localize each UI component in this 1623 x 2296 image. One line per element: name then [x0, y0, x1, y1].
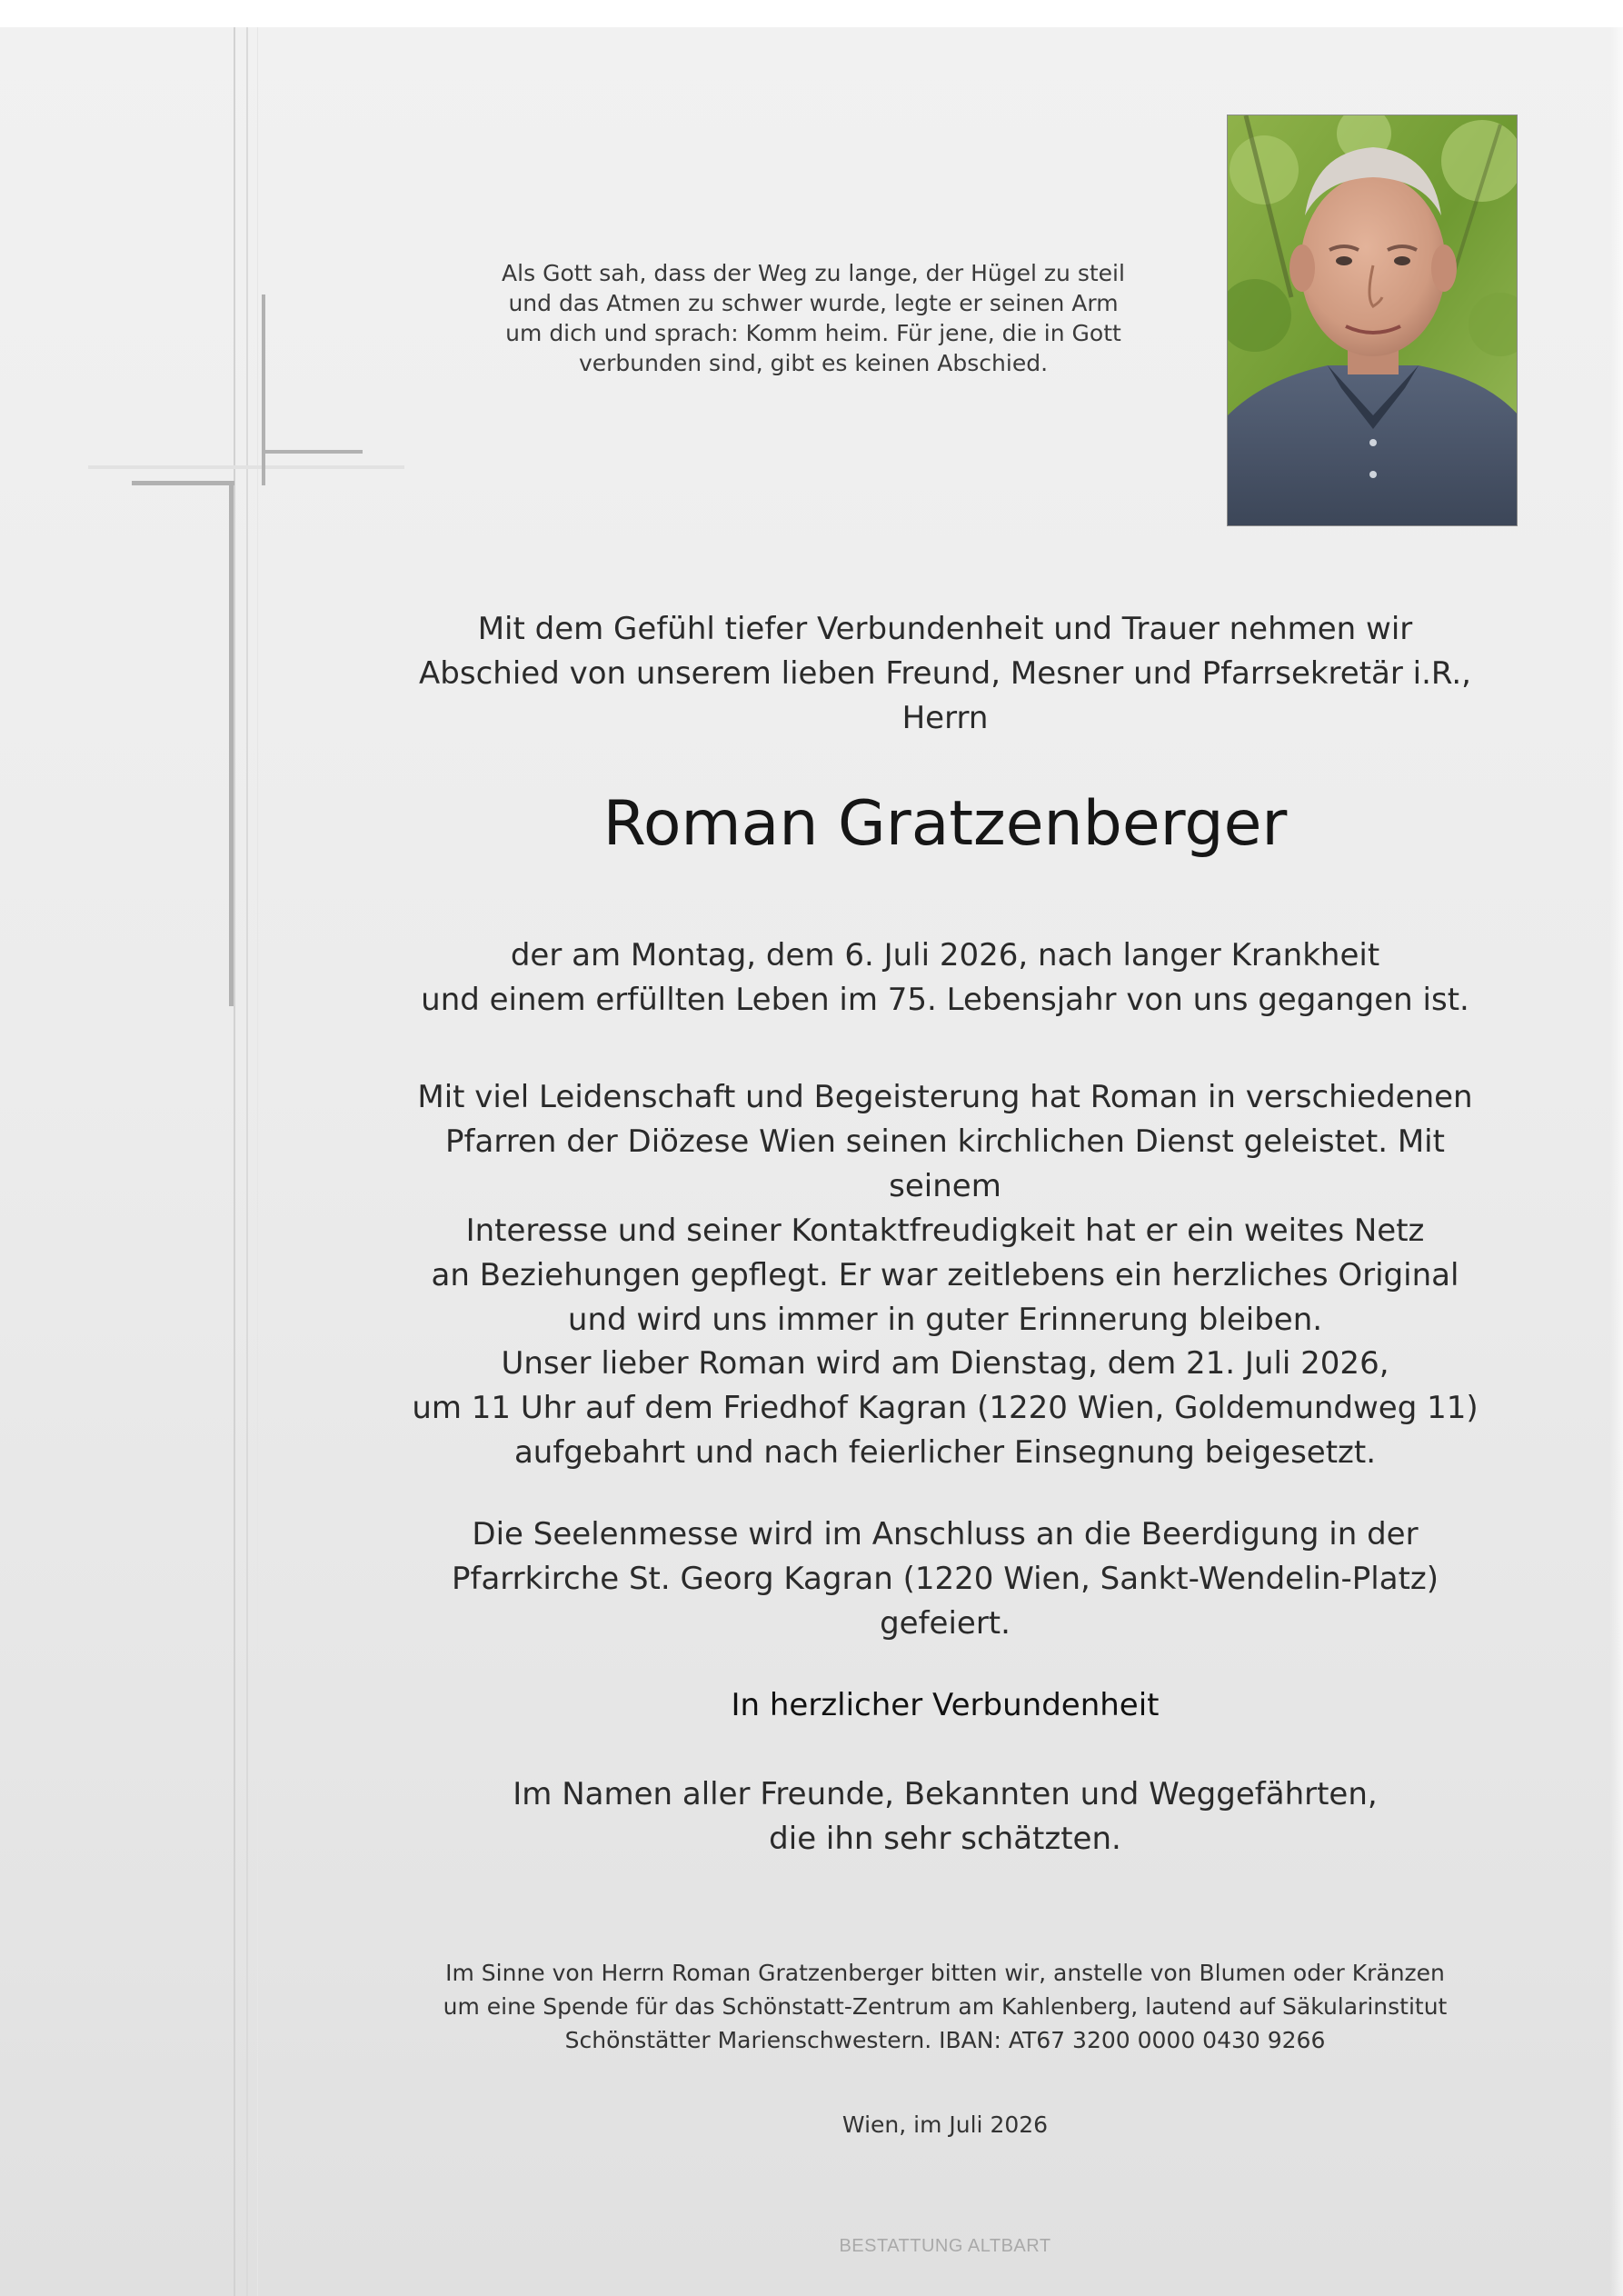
border-line-1	[234, 27, 235, 2296]
place-date-text: Wien, im Juli 2026	[841, 2111, 1049, 2138]
cross-arm-right	[262, 450, 363, 454]
funeral-home-name: BESTATTUNG ALTBART	[839, 2236, 1051, 2256]
border-line-2	[246, 27, 248, 2296]
intro-text: Mit dem Gefühl tiefer Verbundenheit und Trauer nehmen wir Abschied von unserem lieben Freund, Mesner und Pfarrsekretär i.R., Herrn	[419, 611, 1471, 736]
tribute-text: Mit viel Leidenschaft und Begeisterung hat Roman in verschiedenen Pfarren der Diözese Wien seinen kirchlichen Dienst geleistet. Mit seinem Interesse und seiner Kontaktfreudigkeit hat er ein weites Netz an Beziehungen gepflegt. Er war zeitlebens ein herzliches Original und wird uns immer in guter Erinnerung bleiben.	[417, 1079, 1473, 1338]
border-line-3	[257, 27, 258, 2296]
cross-top	[262, 294, 265, 485]
deceased-name: Roman Gratzenberger	[602, 788, 1288, 860]
donation-request-text: Im Sinne von Herrn Roman Gratzenberger bitten wir, anstelle von Blumen oder Kränzen um eine Spende für das Schönstatt-Zentrum am Kahlenberg, lautend auf Säkularinstitut Schönstätter Marienschwestern. IBAN: AT67 3200 0000 0430 9266	[443, 1960, 1448, 2053]
death-info-text: der am Montag, dem 6. Juli 2026, nach langer Krankheit und einem erfüllten Leben im 75. Lebensjahr von uns gegangen ist.	[421, 937, 1469, 1018]
memorial-mass-text: Die Seelenmesse wird im Anschluss an die Beerdigung in der Pfarrkirche St. Georg Kagran (1220 Wien, Sankt-Wendelin-Platz) gefeiert.	[451, 1516, 1439, 1642]
verse-text: Als Gott sah, dass der Weg zu lange, der Hügel zu steil und das Atmen zu schwer wurde, legte er seinen Arm um dich und sprach: Komm heim. Für jene, die in Gott verbunden sind, gibt es keinen Abschied.	[502, 260, 1125, 376]
cross-stem	[229, 481, 234, 1006]
portrait-photo	[1227, 115, 1518, 526]
mourners-text: Im Namen aller Freunde, Bekannten und Weggefährten, die ihn sehr schätzten.	[513, 1776, 1378, 1857]
obituary-page	[0, 27, 1623, 2296]
cross-shadow	[88, 465, 404, 469]
page-edge-shade	[1610, 27, 1623, 2296]
cross-arm-left	[132, 481, 234, 485]
closing-heading: In herzlicher Verbundenheit	[731, 1687, 1160, 1723]
burial-info-text: Unser lieber Roman wird am Dienstag, dem 21. Juli 2026, um 11 Uhr auf dem Friedhof Kagran (1220 Wien, Goldemundweg 11) aufgebahrt und nach feierlicher Einsegnung beigesetzt.	[412, 1345, 1479, 1471]
